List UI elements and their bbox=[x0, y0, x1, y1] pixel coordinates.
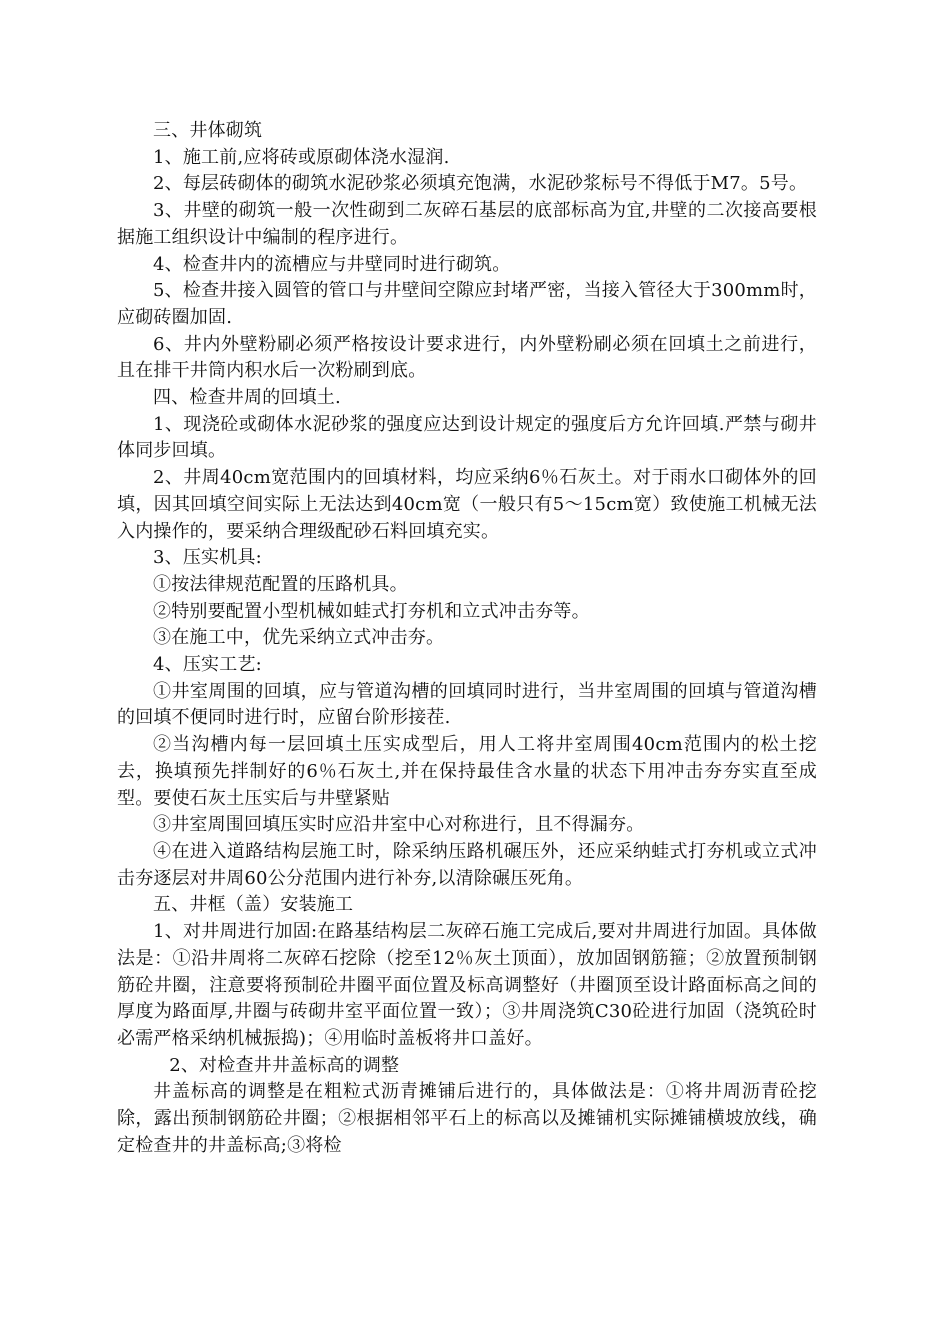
paragraph: ③在施工中，优先采纳立式冲击夯。 bbox=[153, 627, 445, 649]
paragraph: 井盖标高的调整是在粗粒式沥青摊铺后进行的，具体做法是：①将井周沥青砼挖除，露出预制钢筋砼井圈；②根据相邻平石上的标高以及摊铺机实际摊铺横坡放线，确定检查井的井盖标高;③将检 bbox=[117, 1081, 817, 1156]
document-body bbox=[117, 118, 817, 1159]
paragraph: 4、压实工艺: bbox=[153, 654, 262, 676]
paragraph: 2、每层砖砌体的砌筑水泥砂浆必须填充饱满，水泥砂浆标号不得低于M7。5号。 bbox=[153, 173, 808, 195]
paragraph: 4、检查井内的流槽应与井壁同时进行砌筑。 bbox=[153, 253, 511, 275]
paragraph: 1、现浇砼或砌体水泥砂浆的强度应达到设计规定的强度后方允许回填.严禁与砌井体同步回填。 bbox=[117, 413, 817, 462]
paragraph: 2、井周40cm宽范围内的回填材料，均应采纳6％石灰土。对于雨水口砌体外的回填，因其回填空间实际上无法达到40cm宽（一般只有5～15cm宽）致使施工机械无法入内操作的，要采纳合理级配砂石料回填充实。 bbox=[117, 467, 817, 542]
paragraph: ①按法律规范配置的压路机具。 bbox=[153, 573, 408, 595]
section-heading: 四、检查井周的回填土. bbox=[153, 387, 341, 409]
paragraph: 3、压实机具: bbox=[153, 547, 262, 569]
section-heading: 2、对检查井井盖标高的调整 bbox=[169, 1054, 400, 1076]
paragraph: 1、对井周进行加固:在路基结构层二灰碎石施工完成后,要对井周进行加固。具体做法是：①沿井周将二灰碎石挖除（挖至12％灰土顶面），放加固钢筋箍；②放置预制钢筋砼井圈，注意要将预制砼井圈平面位置及标高调整好（井圈顶至设计路面标高之间的厚度为路面厚,井圈与砖砌井室平面位置一致）；③井周浇筑C30砼进行加固（浇筑砼时必需严格采纳机械振捣)；④用临时盖板将井口盖好。 bbox=[117, 921, 817, 1049]
paragraph: ③井室周围回填压实时应沿井室中心对称进行，且不得漏夯。 bbox=[153, 814, 645, 836]
paragraph: 6、井内外壁粉刷必须严格按设计要求进行，内外壁粉刷必须在回填土之前进行，且在排干井筒内积水后一次粉刷到底。 bbox=[117, 333, 817, 382]
paragraph: 5、检查井接入圆管的管口与井壁间空隙应封堵严密，当接入管径大于300mm时，应砌砖圈加固. bbox=[117, 280, 817, 328]
paragraph: ①井室周围的回填，应与管道沟槽的回填同时进行，当井室周围的回填与管道沟槽的回填不便同时进行时，应留台阶形接茬. bbox=[117, 680, 817, 729]
paragraph: ②特别要配置小型机械如蛙式打夯机和立式冲击夯等。 bbox=[153, 600, 590, 622]
section-heading: 五、井框（盖）安装施工 bbox=[153, 894, 354, 916]
paragraph: 3、井壁的砌筑一般一次性砌到二灰碎石基层的底部标高为宜,井壁的二次接高要根据施工组织设计中编制的程序进行。 bbox=[117, 200, 817, 248]
paragraph: ④在进入道路结构层施工时，除采纳压路机碾压外，还应采纳蛙式打夯机或立式冲击夯逐层对井周60公分范围内进行补夯,以清除碾压死角。 bbox=[117, 840, 817, 889]
section-heading: 三、井体砌筑 bbox=[153, 120, 263, 141]
paragraph: 1、施工前,应将砖或原砌体浇水湿润. bbox=[153, 146, 450, 168]
paragraph: ②当沟槽内每一层回填土压实成型后，用人工将井室周围40cm范围内的松土挖去，换填预先拌制好的6％石灰土,并在保持最佳含水量的状态下用冲击夯夯实直至成型。要使石灰土压实后与井壁紧贴 bbox=[117, 734, 817, 809]
